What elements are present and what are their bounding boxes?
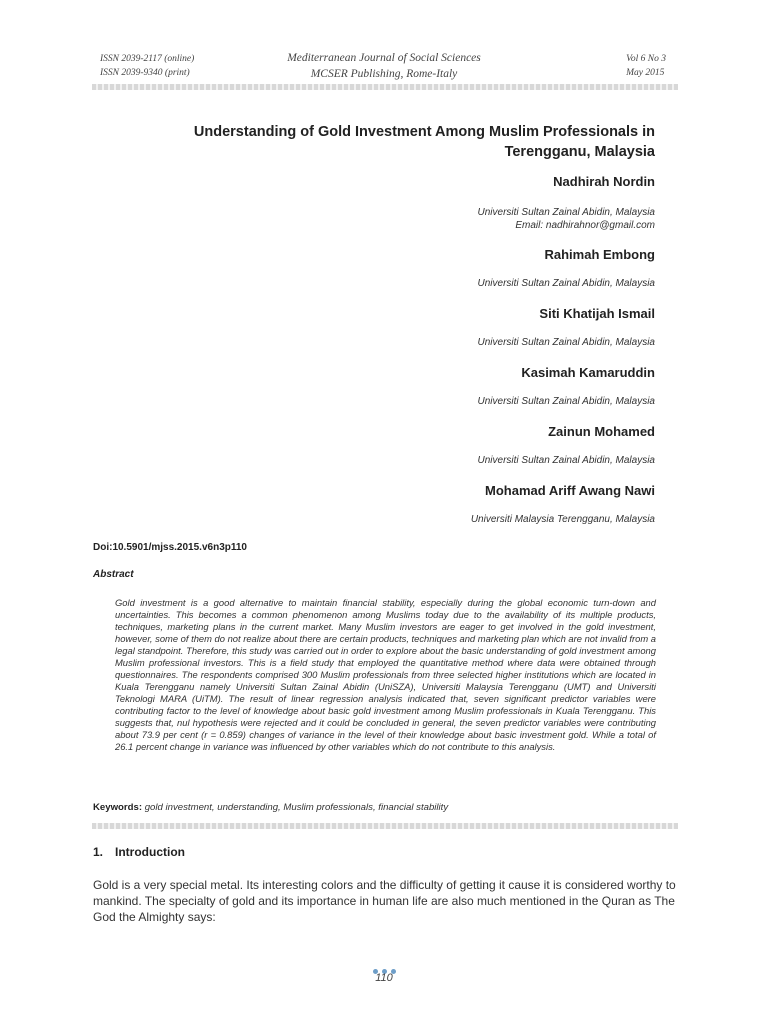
author-name: Kasimah Kamaruddin (521, 365, 655, 380)
issue-date: May 2015 (626, 68, 665, 78)
author-name: Siti Khatijah Ismail (539, 306, 655, 321)
section-heading (93, 845, 185, 859)
title-line-2: Terengganu, Malaysia (504, 144, 655, 160)
volume-block (626, 52, 666, 80)
paper-title (135, 122, 655, 162)
author-affiliation: Universiti Sultan Zainal Abidin, Malaysia (477, 396, 655, 407)
journal-name: Mediterranean Journal of Social Sciences (287, 52, 481, 64)
issn-online: ISSN 2039-2117 (online) (100, 54, 195, 64)
doi: Doi:10.5901/mjss.2015.v6n3p110 (93, 542, 247, 553)
author-name: Rahimah Embong (544, 247, 655, 262)
affiliation-text: Universiti Sultan Zainal Abidin, Malaysia (477, 207, 655, 218)
author-affiliation: Universiti Malaysia Terengganu, Malaysia (470, 514, 655, 525)
section-title: Introduction (115, 845, 185, 859)
author-email: Email: nadhirahnor@gmail.com (515, 220, 655, 231)
title-line-1: Understanding of Gold Investment Among Muslim Professionals in (193, 124, 655, 140)
abstract-body: Gold investment is a good alternative to maintain financial stability, especially during the global economic turn-down and uncertainties. This becomes a common phenomenon among Muslims today due to the availability of its multiple products, techniques, marketing plans in the current market. Many Muslim investors are eager to get involved in the gold investment, however, some of them do not realize about there are certain products, techniques and marketing plan which are not invalid from a legal standpoint. Therefore, this study was carried out in order to explore about the basic understanding of gold investment among Muslim professional investors. This is a field study that employed the quantitative method where data were obtained through questionnaires. The respondents comprised 300 Muslim professionals from three selected higher institutions which are located in Kuala Terengganu namely Universiti Sultan Zainal Abidin (UniSZA), Universiti Malaysia Terengganu (UMT) and Universiti Teknologi MARA (UiTM). The result of linear regression analysis indicated that, seven significant predictor variables were contributing factor to the level of knowledge about basic gold investment among Muslim professionals in Kuala Terengganu. This suggests that, nul hypothesis were rejected and it could be concluded in general, the seven predictor variables were contributing about 73.9 per cent (r = 0.859) changes of variance in the level of their knowledge about basic investment gold. While a total of 26.1 percent change in variance was influenced by other variables which do not contribute to this analysis. (115, 597, 656, 752)
issn-print: ISSN 2039-9340 (print) (100, 68, 190, 78)
keywords-label: Keywords: (93, 802, 143, 813)
author-affiliation: Universiti Sultan Zainal Abidin, Malaysia (477, 455, 655, 466)
section-number: 1. (93, 845, 104, 859)
keywords (93, 802, 448, 813)
author-name: Mohamad Ariff Awang Nawi (485, 483, 655, 498)
author-name: Zainun Mohamed (548, 424, 655, 439)
author-affiliation (478, 206, 656, 232)
keywords-list: gold investment, understanding, Muslim professionals, financial stability (142, 802, 449, 813)
publisher: MCSER Publishing, Rome-Italy (310, 68, 458, 80)
author-affiliation: Universiti Sultan Zainal Abidin, Malaysia (477, 278, 655, 289)
author-affiliation: Universiti Sultan Zainal Abidin, Malaysia (477, 337, 655, 348)
volume: Vol 6 No 3 (626, 54, 666, 64)
author-name: Nadhirah Nordin (553, 174, 655, 189)
header-divider (92, 84, 678, 90)
intro-paragraph: Gold is a very special metal. Its interesting colors and the difficulty of getting it cause it is considered worthy to mankind. The specialty of gold and its importance in human life are also much mentioned in the Quran as The God the Almighty says: (93, 878, 676, 924)
abstract-heading: Abstract (93, 569, 134, 580)
section-divider (92, 823, 678, 829)
page-number: 110 (375, 972, 393, 984)
